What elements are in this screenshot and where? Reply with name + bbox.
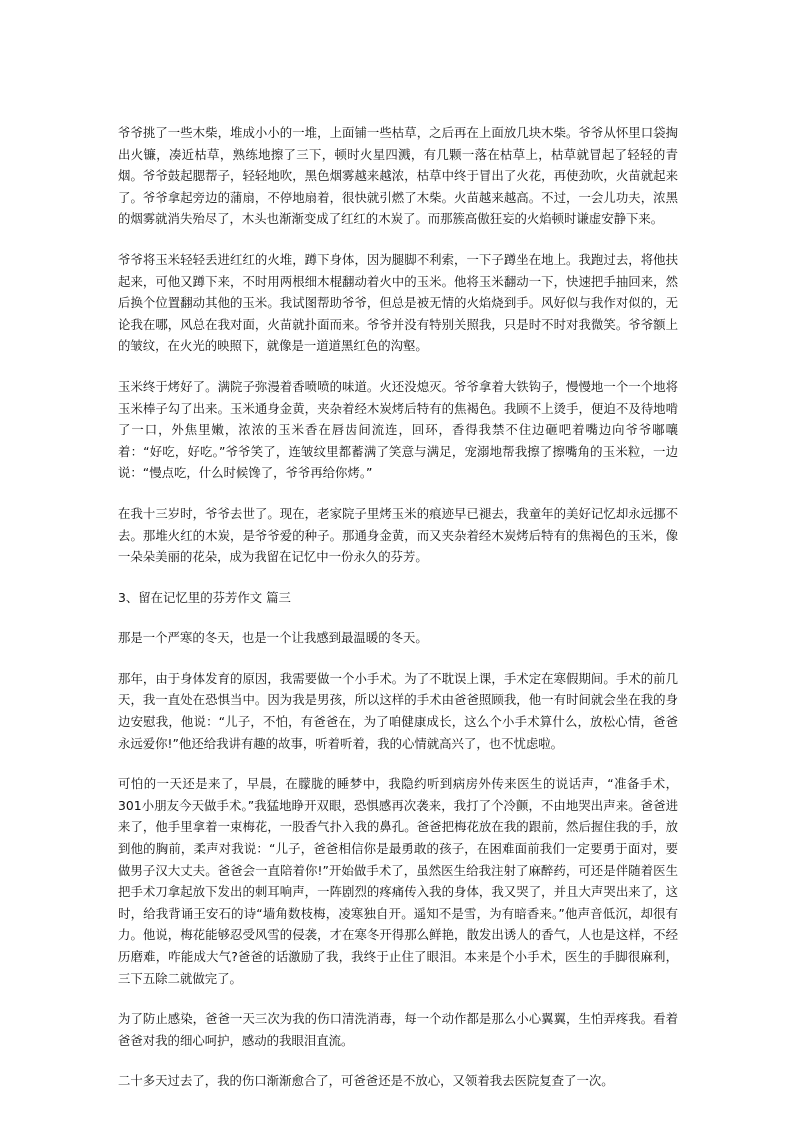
paragraph-5: 那是一个严寒的冬天，也是一个让我感到最温暖的冬天。 (118, 630, 428, 646)
paragraph-9: 二十多天过去了，我的伤口渐渐愈合了，可爸爸还是不放心，又领着我去医院复查了一次。 (118, 1073, 614, 1089)
paragraph-7: 可怕的一天还是来了，早晨，在朦胧的睡梦中，我隐约听到病房外传来医生的说话声，“准备手术，301小朋友今天做手术。”我猛地睁开双眼，恐惧感再次袭来，我打了个冷颤，不由地哭出声来。爸爸进来了，他手里拿着一束梅花，一股香气扑入我的鼻孔。爸爸把梅花放在我的跟前，然后握住我的手，放到他的胸前，柔声对我说：“儿子，爸爸相信你是最勇敢的孩子，在困难面前我们一定要勇于面对，要做男子汉大丈夫。爸爸会一直陪着你!”开始做手术了，虽然医生给我注射了麻醉药，可还是伴随着医生把手术刀拿起放下发出的刺耳响声，一阵剧烈的疼痛传入我的身体，我又哭了，并且大声哭出来了，这时，给我背诵王安石的诗“墙角数枝梅，凌寒独自开。遥知不是雪，为有暗香来。”他声音低沉，却很有力。他说，梅花能够忍受风雪的侵袭，才在寒冬开得那么鲜艳，散发出诱人的香气，人也是这样，不经历磨难，咋能成大气?爸爸的话激励了我，我终于止住了眼泪。本来是个小手术，医生的手脚很麻利，三下五除二就做完了。 (118, 776, 678, 986)
document-body (118, 122, 678, 1111)
paragraph-1: 爷爷挑了一些木柴，堆成小小的一堆，上面铺一些枯草，之后再在上面放几块木柴。爷爷从怀里口袋掏出火镰，凑近枯草，熟练地擦了三下，顿时火星四溅，有几颗一落在枯草上，枯草就冒起了轻轻的青烟。爷爷鼓起腮帮子，轻轻地吹，黑色烟雾越来越浓，枯草中终于冒出了火花，再使劲吹，火苗就起来了。爷爷拿起旁边的蒲扇，不停地扇着，很快就引燃了木柴。火苗越来越高。不过，一会儿功夫，浓黑的烟雾就消失殆尽了，木头也渐渐变成了红红的木炭了。而那簇高傲狂妄的火焰顿时谦虚安静下来。 (118, 125, 678, 227)
paragraph-3: 玉米终于烤好了。满院子弥漫着香喷喷的味道。火还没熄灭。爷爷拿着大铁钩子，慢慢地一个一个地将玉米棒子勾了出来。玉米通身金黄，夹杂着经木炭烤后特有的焦褐色。我顾不上烫手，便迫不及待地啃了一口，外焦里嫩，浓浓的玉米香在唇齿间流连，回环，香得我禁不住边砸吧着嘴边向爷爷嘟嚷着：“好吃，好吃。”爷爷笑了，连皱纹里都蓄满了笑意与满足，宠溺地帮我擦了擦嘴角的玉米粒，一边说：“慢点吃，什么时候馋了，爷爷再给你烤。” (118, 378, 678, 481)
paragraph-8: 为了防止感染，爸爸一天三次为我的伤口清洗消毒，每一个动作都是那么小心翼翼，生怕弄疼我。看着爸爸对我的细心呵护，感动的我眼泪直流。 (118, 1011, 678, 1048)
paragraph-6: 那年，由于身体发育的原因，我需要做一个小手术。为了不耽误上课，手术定在寒假期间。手术的前几天，我一直处在恐惧当中。因为我是男孩，所以这样的手术由爸爸照顾我，他一有时间就会坐在我的身边安慰我，他说：“儿子，不怕，有爸爸在，为了咱健康成长，这么个小手术算什么，放松心情，爸爸永远爱你!”他还给我讲有趣的故事，听着听着，我的心情就高兴了，也不忧虑啦。 (118, 670, 678, 751)
section-heading: 3、留在记忆里的芬芳作文 篇三 (118, 589, 291, 605)
paragraph-2: 爷爷将玉米轻轻丢进红红的火堆，蹲下身体，因为腿脚不利索，一下子蹲坐在地上。我跑过去，将他扶起来，可他又蹲下来，不时用两根细木棍翻动着火中的玉米。他将玉米翻动一下，快速把手抽回来，然后换个位置翻动其他的玉米。我试图帮助爷爷，但总是被无情的火焰烧到手。风好似与我作对似的，无论我在哪，风总在我对面，火苗就扑面而来。爷爷并没有特别关照我，只是时不时对我微笑。爷爷额上的皱纹，在火光的映照下，就像是一道道黑红色的沟壑。 (118, 251, 678, 354)
paragraph-4: 在我十三岁时，爷爷去世了。现在，老家院子里烤玉米的痕迹早已褪去，我童年的美好记忆却永远挪不去。那堆火红的木炭，是爷爷爱的种子。那通身金黄，而又夹杂着经木炭烤后特有的焦褐色的玉米，像一朵朵美丽的花朵，成为我留在记忆中一份永久的芬芳。 (118, 505, 678, 565)
